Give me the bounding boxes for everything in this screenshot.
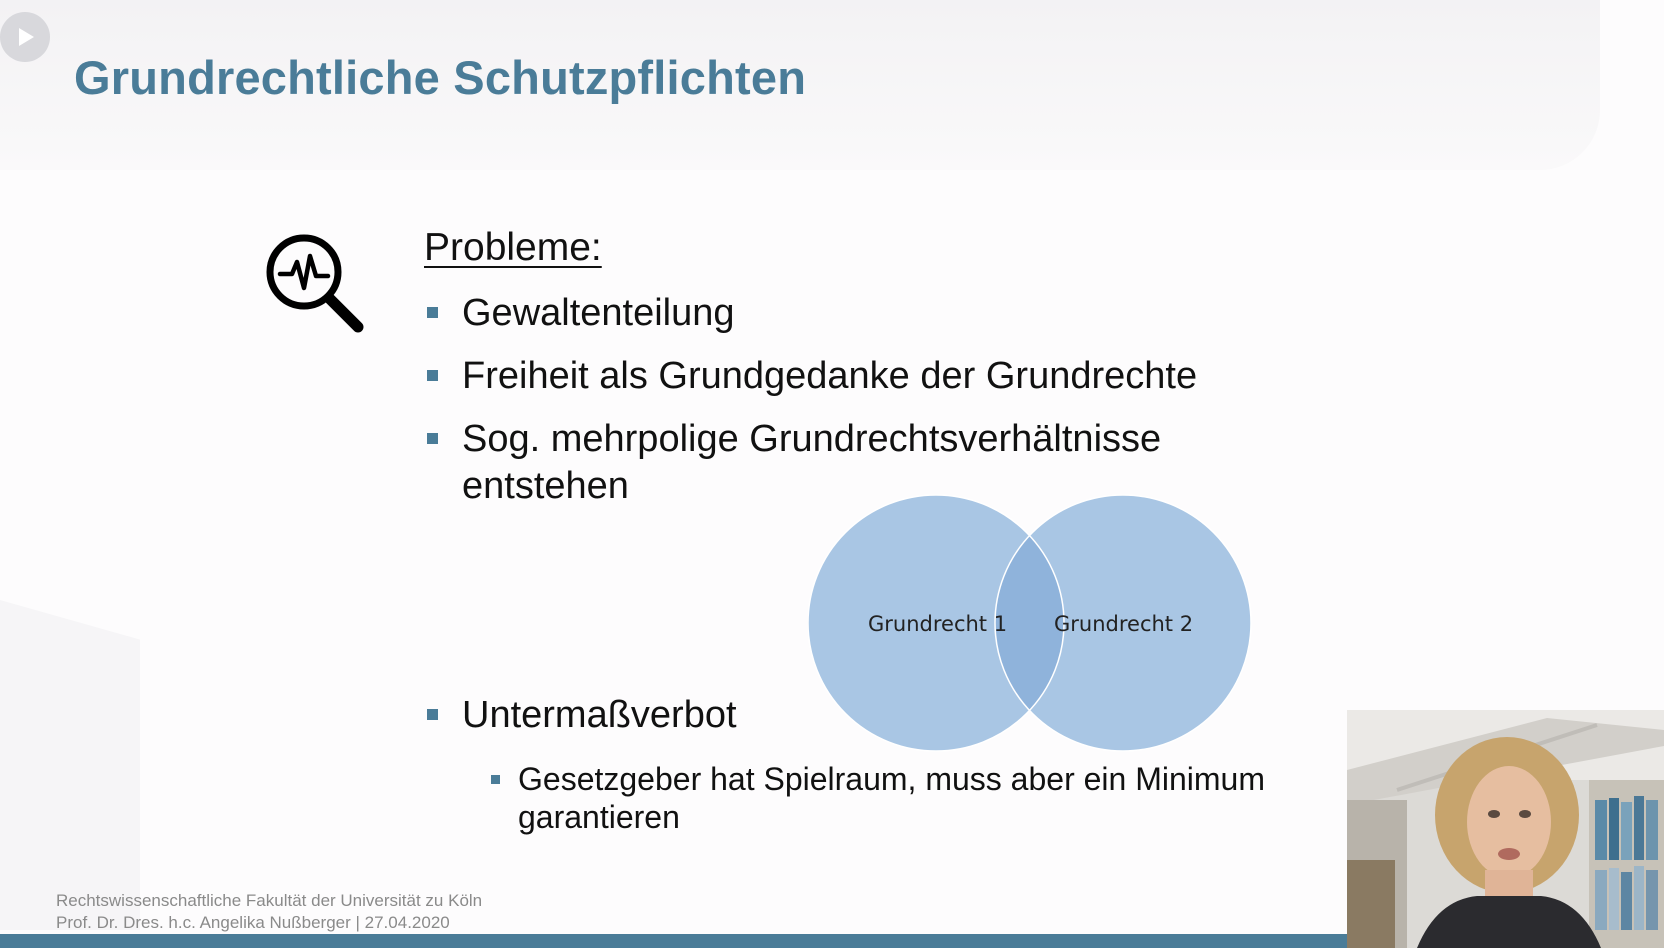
bullet-text: Gewaltenteilung: [462, 292, 735, 334]
play-icon: [12, 24, 38, 50]
footer-line-2: Prof. Dr. Dres. h.c. Angelika Nußberger | 27.04.2020: [56, 913, 450, 932]
bullet-marker: [427, 709, 438, 720]
list-item: [424, 692, 737, 739]
sub-list: [488, 760, 1348, 836]
venn-label-right: Grundrecht 2: [1054, 612, 1194, 636]
list-item: [424, 290, 1282, 337]
bullet-marker: [427, 433, 438, 444]
problems-list: [424, 290, 1282, 510]
sub-list-item: [488, 760, 1348, 836]
sub-bullet-marker: [491, 775, 500, 784]
footer-line-1: Rechtswissenschaftliche Fakultät der Universität zu Köln: [56, 891, 483, 910]
play-button[interactable]: [0, 12, 50, 62]
second-list: [424, 692, 737, 739]
venn-label-left: Grundrecht 1: [868, 612, 1008, 636]
webcam-video: [1347, 710, 1664, 948]
slide-footer: [56, 890, 482, 934]
bullet-marker: [427, 307, 438, 318]
sub-bullet-text: Gesetzgeber hat Spielraum, muss aber ein Minimum garantieren: [518, 761, 1265, 835]
webcam-image: [1347, 710, 1664, 948]
bullet-text: Untermaßverbot: [462, 694, 737, 736]
problems-heading: Probleme:: [424, 226, 602, 269]
slide-title: Grundrechtliche Schutzpflichten: [74, 51, 807, 104]
list-item: [424, 353, 1282, 400]
magnifier-pulse-icon: [262, 232, 372, 342]
slide-background-left: [0, 600, 140, 930]
venn-diagram: [808, 493, 1258, 755]
bullet-text: Freiheit als Grundgedanke der Grundrechte: [462, 355, 1198, 397]
bullet-text: Sog. mehrpolige Grundrechtsverhältnisse entstehen: [462, 418, 1162, 507]
bullet-marker: [427, 370, 438, 381]
